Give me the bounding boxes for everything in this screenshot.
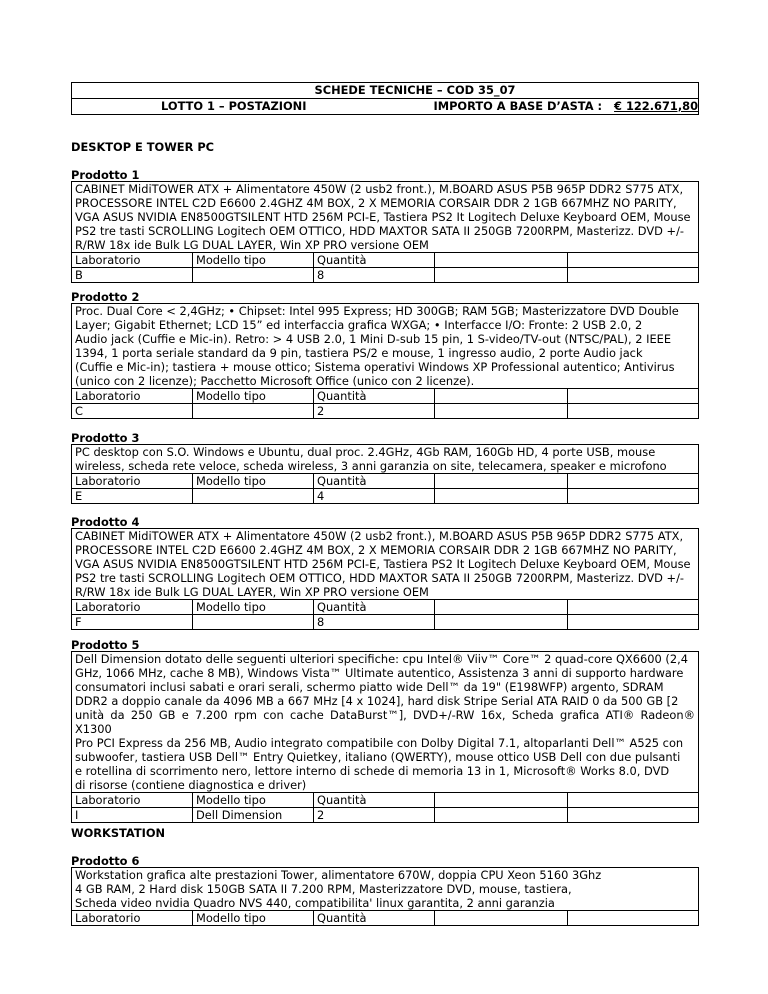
col-lab-header: Laboratorio bbox=[72, 252, 193, 267]
product-3-box bbox=[71, 444, 699, 504]
base-amount-value: € 122.671,80 bbox=[614, 99, 698, 113]
empty-cell bbox=[435, 473, 568, 488]
desc-line: Audio jack (Cuffie e Mic-in). Retro: > 4 USB 2.0, 1 Mini D-sub 15 pin, 1 S-video/TV-out (NTSC/PAL), 2 IEEE bbox=[75, 332, 672, 346]
empty-cell bbox=[435, 388, 568, 403]
desc-line: unità da 250 GB e 7.200 rpm con cache DataBurst™], DVD+/-RW 16x, Scheda grafica ATI® Radeon® X1300 bbox=[75, 708, 695, 736]
product-title: Prodotto 6 bbox=[71, 854, 140, 868]
product-title: Prodotto 1 bbox=[71, 168, 140, 182]
desc-line: PS2 tre tasti SCROLLING Logitech OEM OTTICO, HDD MAXTOR SATA II 250GB 7200RPM, Masterizz. DVD +/- bbox=[75, 571, 685, 585]
desc-line: DDR2 a doppio canale da 4096 MB a 667 MHz [4 x 1024], hard disk Stripe Serial ATA RAID 0 da 500 GB [2 bbox=[75, 694, 679, 708]
col-qty-header: Quantità bbox=[314, 599, 435, 614]
qty-value: 4 bbox=[314, 488, 435, 503]
desc-line: 1394, 1 porta seriale standard da 9 pin, tastiera PS/2 e mouse, 1 ingresso audio, 2 porte Audio jack bbox=[75, 346, 643, 360]
desc-line: PS2 tre tasti SCROLLING Logitech OEM OTTICO, HDD MAXTOR SATA II 250GB 7200RPM, Masterizz. DVD +/- bbox=[75, 224, 685, 238]
product-description bbox=[72, 304, 698, 388]
empty-cell bbox=[568, 252, 698, 267]
model-value bbox=[193, 267, 314, 282]
model-value bbox=[193, 403, 314, 418]
col-qty-header: Quantità bbox=[314, 792, 435, 807]
model-value bbox=[193, 614, 314, 629]
product-grid bbox=[72, 910, 698, 925]
col-model-header: Modello tipo bbox=[193, 599, 314, 614]
empty-cell bbox=[568, 267, 698, 282]
col-model-header: Modello tipo bbox=[193, 473, 314, 488]
product-title: Prodotto 3 bbox=[71, 431, 140, 445]
desc-line: PROCESSORE INTEL C2D E6600 2.4GHZ 4M BOX, 2 X MEMORIA CORSAIR DDR 2 1GB 667MHZ NO PARITY, bbox=[75, 543, 677, 557]
desc-line: 4 GB RAM, 2 Hard disk 150GB SATA II 7.200 RPM, Masterizzatore DVD, mouse, tastiera, bbox=[75, 882, 572, 896]
empty-cell bbox=[435, 807, 568, 822]
desc-line: (unico con 2 licenze); Pacchetto Microsoft Office (unico con 2 licenze). bbox=[75, 374, 475, 388]
empty-cell bbox=[568, 910, 698, 925]
product-grid bbox=[72, 388, 698, 418]
empty-cell bbox=[435, 267, 568, 282]
qty-value: 8 bbox=[314, 614, 435, 629]
model-value bbox=[193, 488, 314, 503]
desc-line: di risorse (contiene diagnostica e driver) bbox=[75, 778, 307, 792]
product-grid bbox=[72, 473, 698, 503]
product-grid bbox=[72, 252, 698, 282]
product-5-box bbox=[71, 651, 699, 823]
section-desktop: DESKTOP E TOWER PC bbox=[71, 140, 215, 154]
desc-line: R/RW 18x ide Bulk LG DUAL LAYER, Win XP PRO versione OEM bbox=[75, 238, 429, 252]
lab-value: C bbox=[72, 403, 193, 418]
desc-line: PC desktop con S.O. Windows e Ubuntu, dual proc. 2.4GHz, 4Gb RAM, 160Gb HD, 4 porte USB, mouse bbox=[75, 445, 656, 459]
desc-line: VGA ASUS NVIDIA EN8500GTSILENT HTD 256M PCI-E, Tastiera PS2 It Logitech Deluxe Keyboard OEM, Mouse bbox=[75, 557, 691, 571]
empty-cell bbox=[568, 792, 698, 807]
desc-line: Scheda video nvidia Quadro NVS 440, compatibilita' linux garantita, 2 anni garanzia bbox=[75, 896, 555, 910]
lab-value: I bbox=[72, 807, 193, 822]
lab-value: E bbox=[72, 488, 193, 503]
empty-cell bbox=[568, 388, 698, 403]
empty-cell bbox=[568, 488, 698, 503]
desc-line: wireless, scheda rete veloce, scheda wireless, 3 anni garanzia on site, telecamera, speaker e microfono bbox=[75, 459, 667, 473]
desc-line: Pro PCI Express da 256 MB, Audio integrato compatibile con Dolby Digital 7.1, altoparlanti Dell™ A525 con bbox=[75, 736, 684, 750]
empty-cell bbox=[568, 599, 698, 614]
desc-line: CABINET MidiTOWER ATX + Alimentatore 450W (2 usb2 front.), M.BOARD ASUS P5B 965P DDR2 S775 ATX, bbox=[75, 529, 684, 543]
desc-line: subwoofer, tastiera USB Dell™ Entry Quietkey, italiano (QWERTY), mouse ottico USB Dell con due pulsanti bbox=[75, 750, 681, 764]
empty-cell bbox=[568, 403, 698, 418]
desc-line: CABINET MidiTOWER ATX + Alimentatore 450W (2 usb2 front.), M.BOARD ASUS P5B 965P DDR2 S775 ATX, bbox=[75, 182, 684, 196]
empty-cell bbox=[568, 473, 698, 488]
col-model-header: Modello tipo bbox=[193, 252, 314, 267]
col-qty-header: Quantità bbox=[314, 910, 435, 925]
empty-cell bbox=[435, 614, 568, 629]
product-title: Prodotto 2 bbox=[71, 290, 140, 304]
desc-line: (Cuffie e Mic-in); tastiera + mouse ottico; Sistema operativi Windows XP Professional autentico; Antivirus bbox=[75, 360, 675, 374]
empty-cell bbox=[568, 614, 698, 629]
product-description bbox=[72, 182, 698, 252]
col-lab-header: Laboratorio bbox=[72, 388, 193, 403]
product-description bbox=[72, 445, 698, 473]
product-title: Prodotto 4 bbox=[71, 515, 140, 529]
empty-cell bbox=[435, 910, 568, 925]
desc-line: Proc. Dual Core < 2,4GHz; • Chipset: Intel 995 Express; HD 300GB; RAM 5GB; Masterizzatore DVD Double bbox=[75, 304, 679, 318]
qty-value: 8 bbox=[314, 267, 435, 282]
empty-cell bbox=[435, 488, 568, 503]
empty-cell bbox=[435, 792, 568, 807]
section-workstation: WORKSTATION bbox=[71, 826, 166, 840]
empty-cell bbox=[435, 403, 568, 418]
col-lab-header: Laboratorio bbox=[72, 910, 193, 925]
col-qty-header: Quantità bbox=[314, 252, 435, 267]
product-description bbox=[72, 529, 698, 599]
model-value: Dell Dimension bbox=[193, 807, 314, 822]
header-table bbox=[71, 82, 699, 115]
header-title: SCHEDE TECNICHE – COD 35_07 bbox=[72, 83, 698, 99]
lab-value: B bbox=[72, 267, 193, 282]
qty-value: 2 bbox=[314, 403, 435, 418]
col-lab-header: Laboratorio bbox=[72, 792, 193, 807]
lot-label: LOTTO 1 – POSTAZIONI bbox=[161, 99, 307, 113]
header-row bbox=[72, 99, 698, 114]
col-lab-header: Laboratorio bbox=[72, 599, 193, 614]
empty-cell bbox=[435, 252, 568, 267]
desc-line: Layer; Gigabit Ethernet; LCD 15” ed interfaccia grafica WXGA; • Interfacce I/O: Fronte: 2 USB 2.0, 2 bbox=[75, 318, 643, 332]
col-model-header: Modello tipo bbox=[193, 792, 314, 807]
col-lab-header: Laboratorio bbox=[72, 473, 193, 488]
desc-line: PROCESSORE INTEL C2D E6600 2.4GHZ 4M BOX, 2 X MEMORIA CORSAIR DDR 2 1GB 667MHZ NO PARITY, bbox=[75, 196, 677, 210]
desc-line: consumatori inclusi sabati e orari serali, schermo piatto wide Dell™ da 19" (E198WFP) argento, SDRAM bbox=[75, 680, 664, 694]
col-qty-header: Quantità bbox=[314, 388, 435, 403]
product-description bbox=[72, 652, 698, 792]
product-grid bbox=[72, 599, 698, 629]
product-1-box bbox=[71, 181, 699, 283]
desc-line: VGA ASUS NVIDIA EN8500GTSILENT HTD 256M PCI-E, Tastiera PS2 It Logitech Deluxe Keyboard OEM, Mouse bbox=[75, 210, 691, 224]
desc-line: Workstation grafica alte prestazioni Tower, alimentatore 670W, doppia CPU Xeon 5160 3Ghz bbox=[75, 868, 602, 882]
qty-value: 2 bbox=[314, 807, 435, 822]
desc-line: GHz, 1066 MHz, cache 8 MB), Windows Vista™ Ultimate autentico, Assistenza 3 anni di supporto hardware bbox=[75, 666, 684, 680]
desc-line: e rotellina di scorrimento nero, lettore interno di schede di memoria 13 in 1, Microsoft® Works 8.0, DVD bbox=[75, 764, 670, 778]
desc-line: Dell Dimension dotato delle seguenti ulteriori specifiche: cpu Intel® Viiv™ Core™ 2 quad-core QX6600 (2,4 bbox=[75, 652, 688, 666]
product-4-box bbox=[71, 528, 699, 630]
product-6-box bbox=[71, 867, 699, 926]
col-model-header: Modello tipo bbox=[193, 388, 314, 403]
empty-cell bbox=[568, 807, 698, 822]
desc-line: R/RW 18x ide Bulk LG DUAL LAYER, Win XP PRO versione OEM bbox=[75, 585, 429, 599]
base-amount-cell bbox=[354, 99, 699, 114]
product-description bbox=[72, 868, 698, 910]
product-title: Prodotto 5 bbox=[71, 638, 140, 652]
product-2-box bbox=[71, 303, 699, 419]
empty-cell bbox=[435, 599, 568, 614]
col-qty-header: Quantità bbox=[314, 473, 435, 488]
product-grid bbox=[72, 792, 698, 822]
base-amount-label: IMPORTO A BASE D’ASTA : bbox=[433, 99, 603, 113]
col-model-header: Modello tipo bbox=[193, 910, 314, 925]
lab-value: F bbox=[72, 614, 193, 629]
